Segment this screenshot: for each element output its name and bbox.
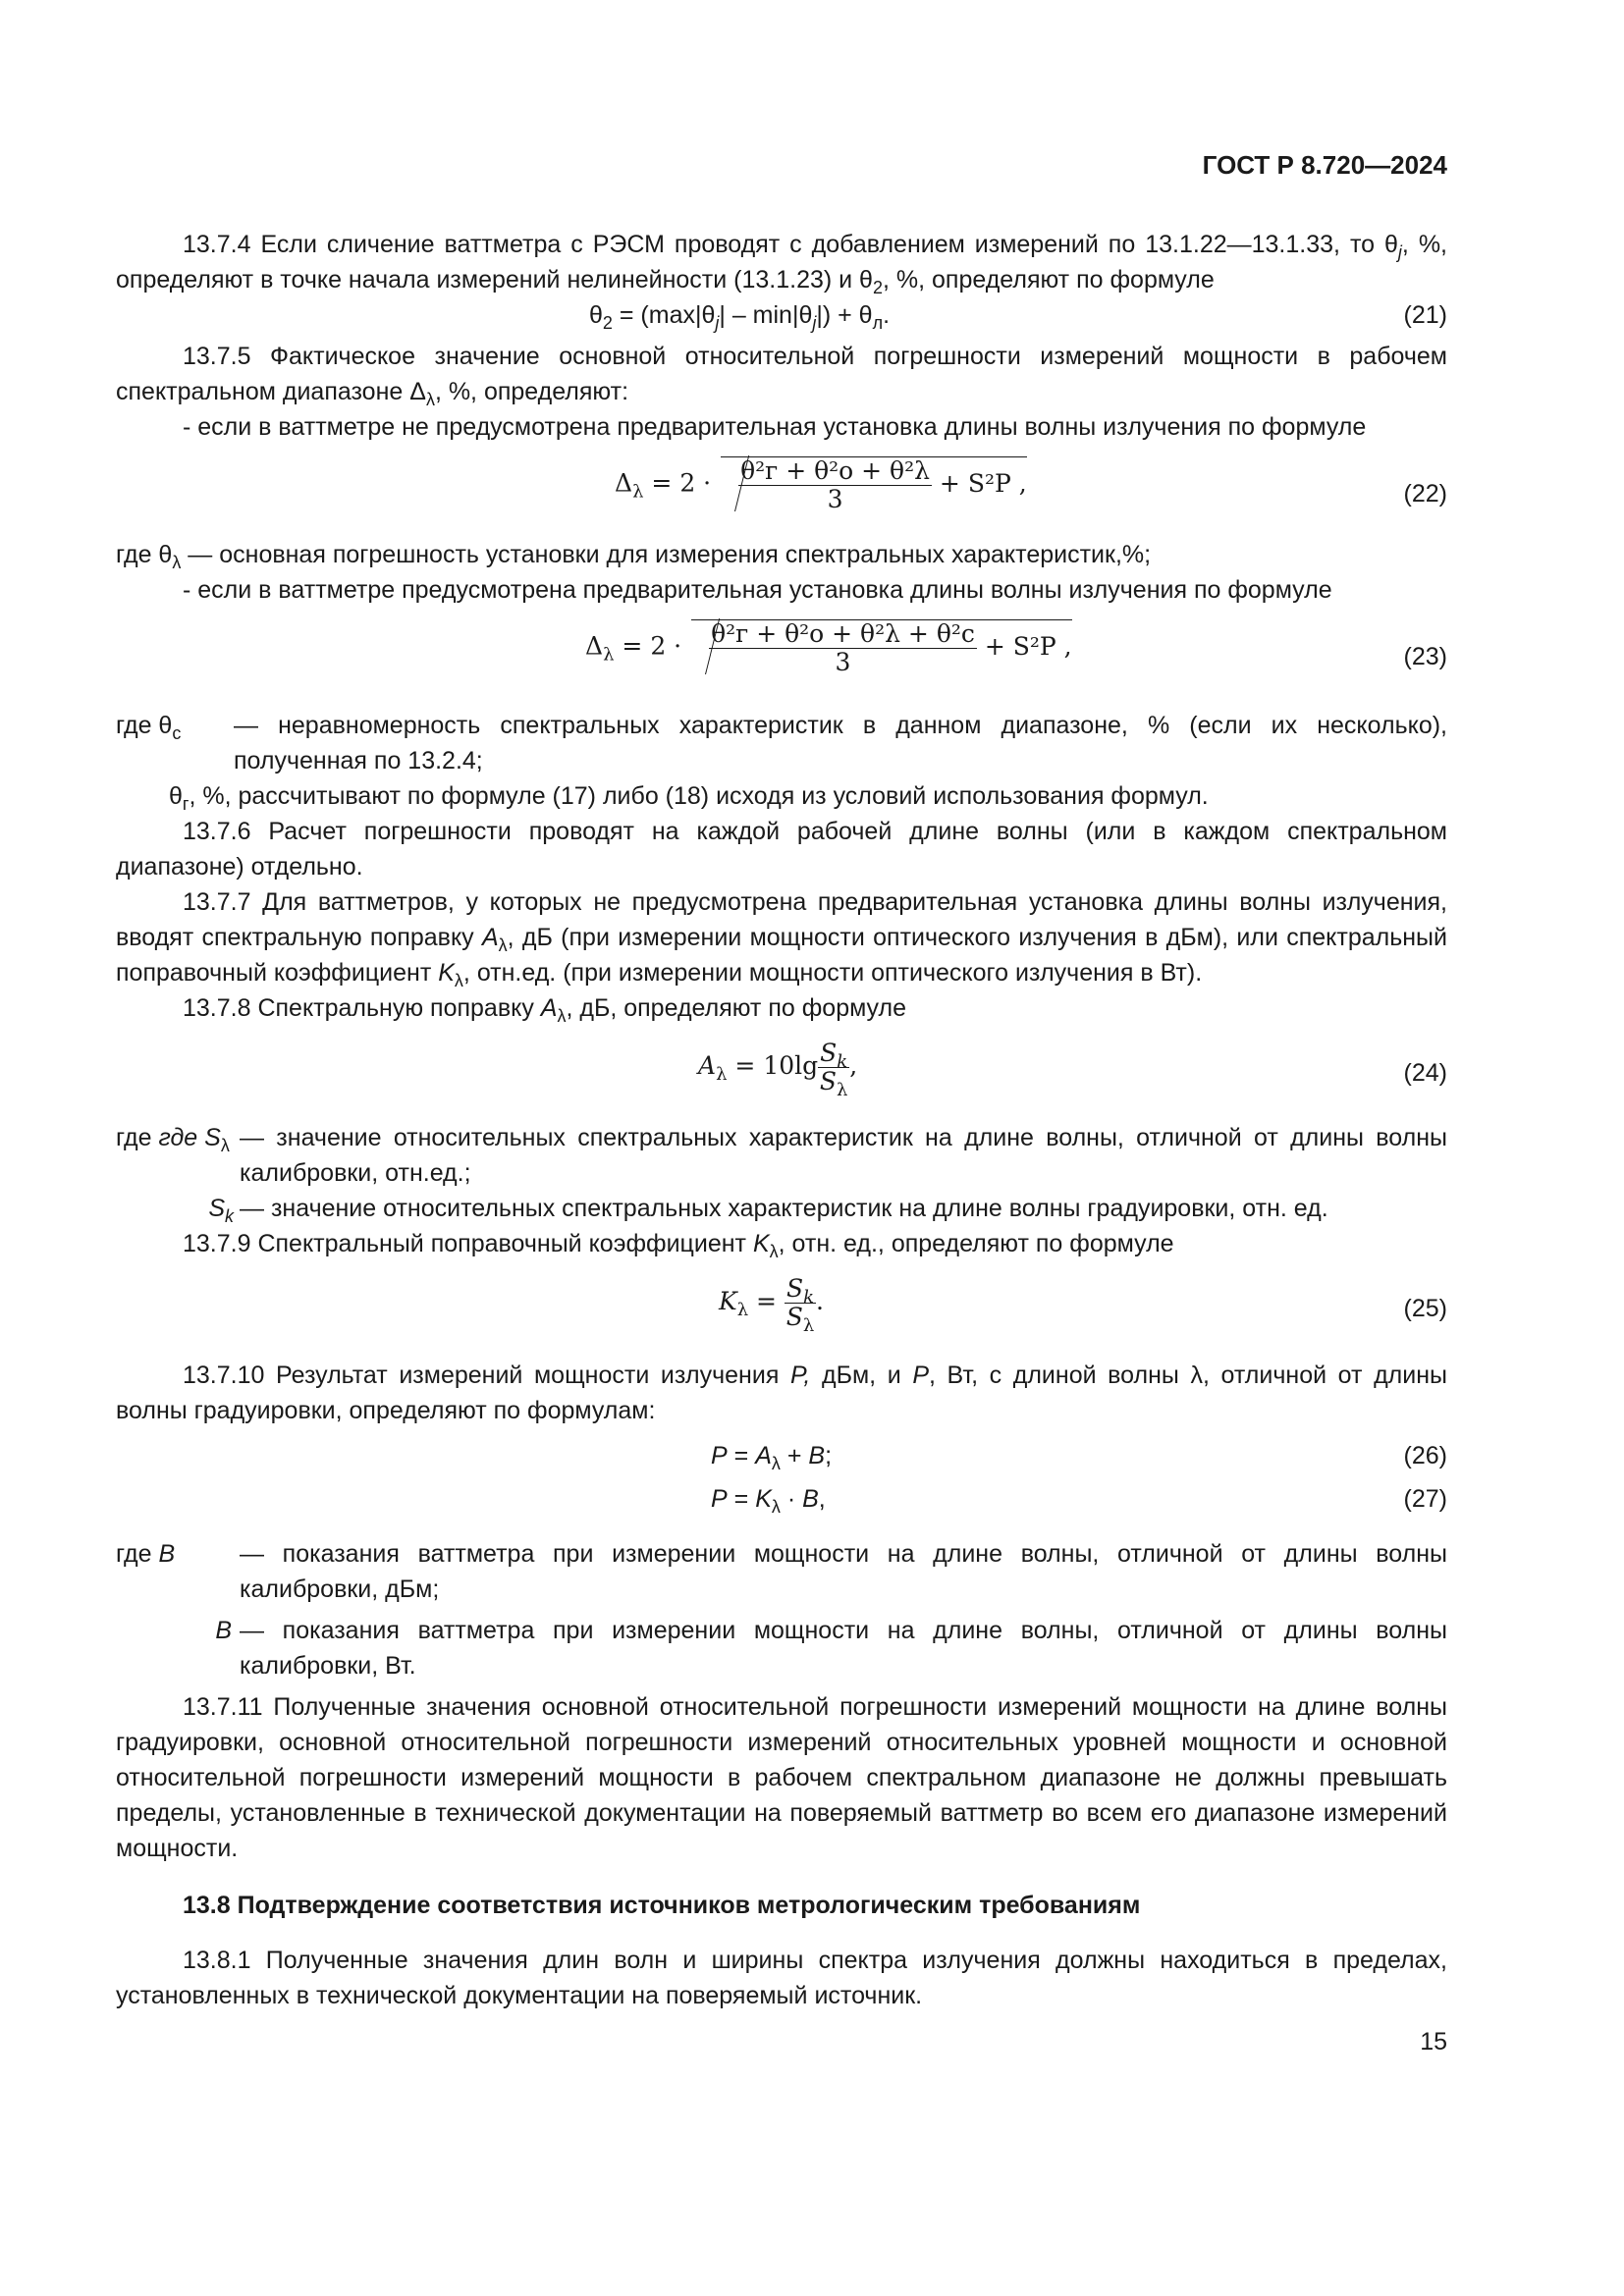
formula-body: $A_\lambda = 10\lg$ $\frac{S_k}{S_\lambda}$ , — [698, 1039, 858, 1100]
paragraph-13-7-5: 13.7.5 Фактическое значение основной относительной погрешности измерений мощности в рабочем спектральном диапазоне $\Delta_\lambda$, %, определяют: — [116, 343, 1447, 409]
where-list-27 — [116, 1536, 1447, 1683]
formula-body: $\Delta_\lambda = 2$ · $\frac{\text{θ²г + θ²о + θ²λ + θ²c}}{3}$ + S²P , — [585, 619, 1072, 676]
paragraph-13-7-4 — [116, 227, 1447, 297]
paragraph-13-7-8: 13.7.8 Спектральную поправку $A_\lambda$, дБ, определяют по формуле — [183, 994, 907, 1026]
where-theta-lambda: где $\theta_\lambda$ — основная погрешность установки для измерения спектральных характеристик,%; — [116, 541, 1152, 572]
formula-22 — [116, 447, 1447, 537]
p-text: , %, определяют по формуле — [882, 266, 1215, 294]
paragraph-13-7-9: 13.7.9 Спектральный поправочный коэффициент $K_\lambda$, отн. ед., определяют по формуле — [183, 1230, 1174, 1261]
where-list-23 — [116, 708, 1447, 778]
formula-number: (27) — [1403, 1485, 1447, 1513]
formula-body: $\theta_2 = (\max|\theta_j| - \min|\theta_j|) + \theta_л$. — [589, 301, 891, 333]
p-sub: 2 — [872, 278, 883, 297]
where-key: где B — [116, 1540, 176, 1568]
paragraph-13-7-7: 13.7.7 Для ваттметров, у которых не предусмотрена предварительная установка длины волны излучения, вводят спектральную поправку $A_\lambda$, дБ (при измерении мощности оптического излучения в дБм), или спектральный поправочный коэффициент $K_\lambda$, отн.ед. (при измерении мощности оптического излучения в Вт). — [116, 888, 1447, 990]
formula-body: $\Delta_\lambda = 2$ · $\frac{\text{θ²г + θ²о + θ²λ}}{3}$ + S²P , — [615, 456, 1027, 513]
formula-24 — [116, 1032, 1447, 1114]
where-value: — показания ваттметра при измерении мощности на длине волны, отличной от длины волны калибровки, дБм; — [240, 1540, 1447, 1603]
bullet-preset: - если в ваттметре предусмотрена предварительная установка длины волны излучения по формуле — [183, 576, 1332, 604]
p-text: , %, определяют в точке начала измерений нелинейности (13.1.23) и θ — [116, 231, 1447, 294]
formula-body: $P = A_\lambda + B$; — [711, 1442, 833, 1473]
where-value: — показания ваттметра при измерении мощности на длине волны, отличной от длины волны калибровки, Вт. — [240, 1617, 1447, 1680]
where-key: где $\theta_c$ — [116, 712, 182, 743]
formula-21 — [116, 297, 1447, 335]
formula-body: $K_\lambda$ = $\frac{S_k}{S_\lambda}$ . — [719, 1274, 824, 1336]
where-list-24 — [116, 1120, 1447, 1226]
document-body — [116, 227, 1447, 2013]
p-text: 13.7.4 Если сличение ваттметра с РЭСМ проводят с добавлением измерений по 13.1.22—13.1.33, то θ — [183, 231, 1398, 258]
formula-number: (23) — [1403, 643, 1447, 670]
where-key: B — [215, 1617, 232, 1644]
formula-number: (22) — [1403, 480, 1447, 507]
formula-number: (21) — [1403, 301, 1447, 329]
formula-number: (25) — [1403, 1295, 1447, 1322]
p-sub: j — [1397, 242, 1402, 262]
formula-23 — [116, 610, 1447, 700]
page-number: 15 — [1420, 2028, 1447, 2056]
sqrt-sign: $\frac{\text{θ²г + θ²о + θ²λ + θ²c}}{3}$ + S²P , — [691, 619, 1072, 676]
paragraph-13-7-11: 13.7.11 Полученные значения основной относительной погрешности измерений мощности на длине волны градуировки, основной относительной погрешности измерений относительных уровней мощности и основной относительной погрешности измерений мощности в рабочем спектральном диапазоне не должны превышать пределы, установленные в технической документации на поверяемый ваттметр во всем его диапазоне измерений мощности. — [116, 1693, 1447, 1862]
where-value: — значение относительных спектральных характеристик на длине волны градуировки, отн. ед. — [240, 1195, 1328, 1222]
formula-25 — [116, 1267, 1447, 1350]
formula-number: (26) — [1403, 1442, 1447, 1469]
where-key: где где $S_\lambda$ — [116, 1124, 230, 1155]
paragraph-13-7-10: 13.7.10 Результат измерений мощности излучения P, дБм, и P, Вт, с длиной волны λ, отличной от длины волны градуировки, определяют по формулам: — [116, 1362, 1447, 1424]
paragraph-13-7-6: 13.7.6 Расчет погрешности проводят на каждой рабочей длине волны (или в каждом спектральном диапазоне) отдельно. — [116, 818, 1447, 881]
formula-body: $P = K_\lambda \cdot B$, — [711, 1485, 826, 1517]
section-heading-13-8: 13.8 Подтверждение соответствия источников метрологическим требованиям — [183, 1892, 1141, 1919]
where-value: — неравномерность спектральных характеристик в данном диапазоне, % (если их несколько), полученная по 13.2.4; — [234, 712, 1447, 774]
bullet-no-preset: - если в ваттметре не предусмотрена предварительная установка длины волны излучения по формуле — [183, 413, 1367, 441]
formula-27 — [116, 1479, 1447, 1524]
sqrt-sign: $\frac{\text{θ²г + θ²о + θ²λ}}{3}$ + S²P , — [721, 456, 1027, 513]
paragraph-13-8-1: 13.8.1 Полученные значения длин волн и ширины спектра излучения должны находиться в пределах, установленных в технической документации на поверяемый источник. — [116, 1947, 1447, 2009]
where-key: $S_k$ — [208, 1195, 234, 1226]
standard-header: ГОСТ Р 8.720—2024 — [1202, 150, 1447, 180]
where-value: — значение относительных спектральных характеристик на длине волны, отличной от длины волны калибровки, отн.ед.; — [240, 1124, 1447, 1187]
where-theta-g: $\theta_г$, %, рассчитывают по формуле (17) либо (18) исходя из условий использования формул. — [169, 782, 1209, 814]
formula-number: (24) — [1403, 1059, 1447, 1087]
formula-26 — [116, 1434, 1447, 1479]
